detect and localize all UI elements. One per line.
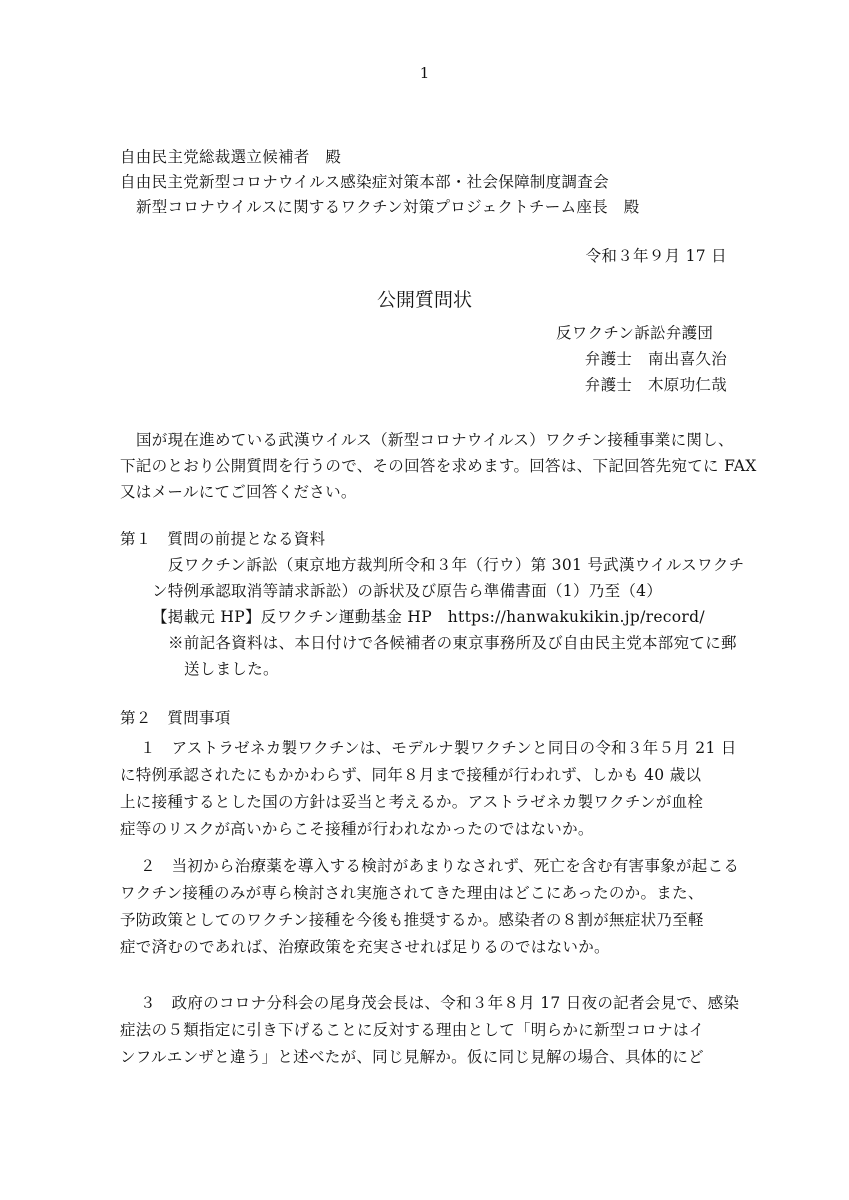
q1-line-4: 症等のリスクが高いからこそ接種が行われなかったのではないか。 — [120, 820, 594, 838]
q2-line-1: ２ 当初から治療薬を導入する検討があまりなされず、死亡を含む有害事象が起こる — [140, 857, 740, 875]
sender-lawyer-1: 弁護士 南出喜久治 — [584, 350, 727, 368]
intro-line-2: 下記のとおり公開質問を行うので、その回答を求めます。回答は、下記回答先宛てに FAX — [120, 457, 757, 475]
document-date: 令和３年９月 17 日 — [585, 247, 727, 265]
section1-heading: 第１ 質問の前提となる資料 — [120, 530, 326, 548]
addressee-line-3: 新型コロナウイルスに関するワクチン対策プロジェクトチーム座長 殿 — [136, 198, 640, 216]
addressee-line-1: 自由民主党総裁選立候補者 殿 — [120, 148, 342, 166]
addressee-line-2: 自由民主党新型コロナウイルス感染症対策本部・社会保障制度調査会 — [120, 173, 609, 191]
q3-line-3: ンフルエンザと違う」と述べたが、同じ見解か。仮に同じ見解の場合、具体的にど — [120, 1048, 704, 1066]
q3-line-1: ３ 政府のコロナ分科会の尾身茂会長は、令和３年８月 17 日夜の記者会見で、感染 — [140, 994, 740, 1012]
q2-line-3: 予防政策としてのワクチン接種を今後も推奨するか。感染者の８割が無症状乃至軽 — [120, 911, 704, 929]
document-title: 公開質問状 — [376, 289, 472, 311]
section1-note-line-1: ※前記各資料は、本日付けで各候補者の東京事務所及び自由民主党本部宛てに郵 — [168, 634, 737, 652]
section1-source-line: 【掲載元 HP】反ワクチン運動基金 HP https://hanwakukikin.jp/record/ — [152, 608, 705, 626]
section1-line-2: ン特例承認取消等請求訴訟）の訴状及び原告ら準備書面（1）乃至（4） — [152, 582, 663, 600]
q1-line-1: １ アストラゼネカ製ワクチンは、モデルナ製ワクチンと同日の令和３年５月 21 日 — [140, 739, 737, 757]
sender-org: 反ワクチン訴訟弁護団 — [556, 324, 714, 342]
q2-line-2: ワクチン接種のみが専ら検討され実施されてきた理由はどこにあったのか。また、 — [120, 884, 704, 902]
section1-note-line-2: 送しました。 — [184, 660, 279, 678]
section1-line-1: 反ワクチン訴訟（東京地方裁判所令和３年（行ウ）第 301 号武漢ウイルスワクチ — [168, 556, 745, 574]
page-number: 1 — [419, 64, 430, 82]
q1-line-3: 上に接種するとした国の方針は妥当と考えるか。アストラゼネカ製ワクチンが血栓 — [120, 793, 704, 811]
sender-lawyer-2: 弁護士 木原功仁哉 — [584, 376, 727, 394]
q1-line-2: に特例承認されたにもかかわらず、同年８月まで接種が行われず、しかも 40 歳以 — [120, 766, 702, 784]
section2-heading: 第２ 質問事項 — [120, 709, 231, 727]
q2-line-4: 症で済むのであれば、治療政策を充実させれば足りるのではないか。 — [120, 938, 610, 956]
intro-line-3: 又はメールにてご回答ください。 — [120, 483, 357, 501]
q3-line-2: 症法の５類指定に引き下げることに反対する理由として「明らかに新型コロナはイ — [120, 1021, 705, 1039]
intro-line-1: 国が現在進めている武漢ウイルス（新型コロナウイルス）ワクチン接種事業に関し、 — [136, 431, 734, 449]
